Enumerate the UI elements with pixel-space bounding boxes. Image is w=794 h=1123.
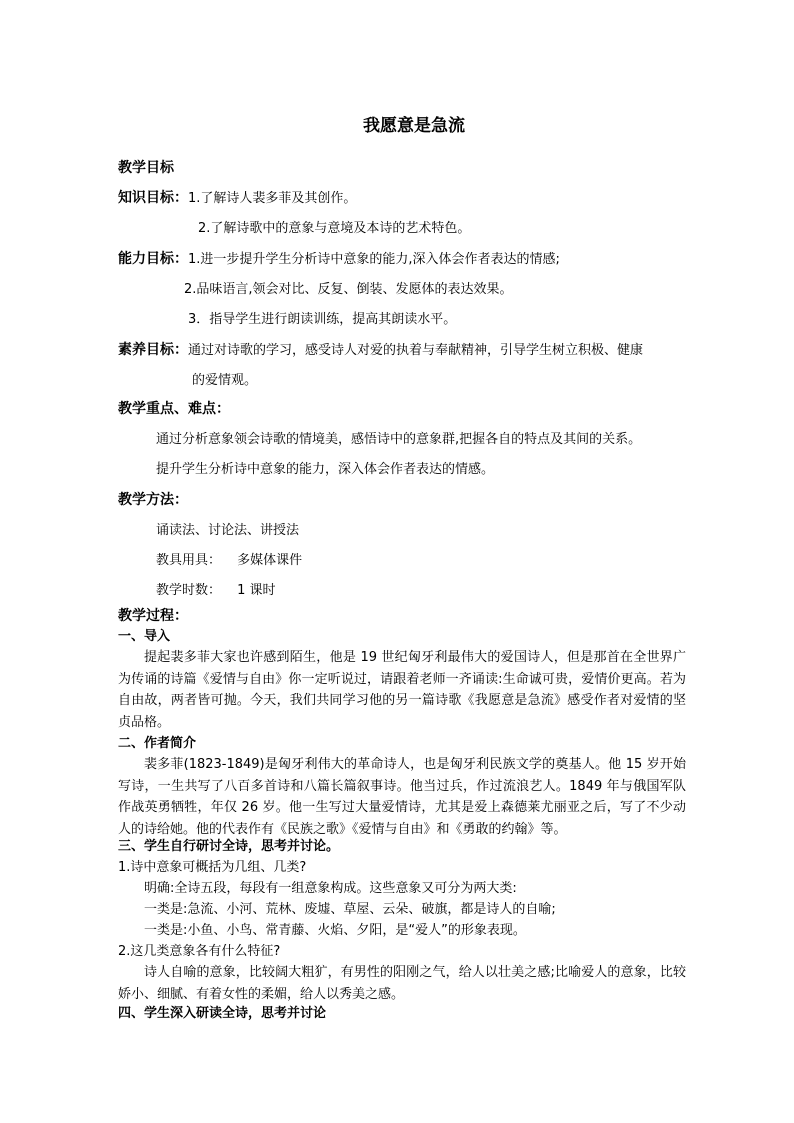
keypoint-1: 通过分析意象领会诗歌的情境美，感悟诗中的意象群,把握各自的特点及其间的关系。 — [156, 432, 642, 447]
literacy-objective — [118, 343, 643, 357]
ability-label: 能力目标： — [118, 251, 188, 267]
ability-objective — [118, 252, 560, 266]
knowledge-label: 知识目标： — [118, 190, 188, 206]
tools-value: 多媒体课件 — [237, 553, 303, 568]
time-value: 1 课时 — [237, 583, 276, 598]
literacy-item-1: 通过对诗歌的学习，感受诗人对爱的执着与奉献精神，引导学生树立积极、健康 — [188, 343, 644, 358]
document-title: 我愿意是急流 — [363, 116, 465, 136]
keypoint-2: 提升学生分析诗中意象的能力，深入体会作者表达的情感。 — [156, 462, 495, 477]
ability-item-1: 1.进一步提升学生分析诗中意象的能力,深入体会作者表达的情感; — [188, 252, 560, 267]
knowledge-objective — [118, 191, 356, 205]
section-1-heading: 一、导入 — [118, 629, 171, 644]
methods-heading: 教学方法： — [118, 492, 188, 508]
section-2-paragraph: 裴多菲(1823-1849)是匈牙利伟大的革命诗人，也是匈牙利民族文学的奠基人。他 15 岁开始写诗，一生共写了八百多首诗和八篇长篇叙事诗。他当过兵，作过流浪艺人。1849 年与俄国军队作战英勇牺牲，年仅 26 岁。他一生写过大量爱情诗，尤其是爱上森德莱尤丽亚之后，写了不少动人的诗给她。他的代表作有《民族之歌》《爱情与自由》和《勇敢的约翰》等。 — [118, 757, 686, 837]
knowledge-item-2: 2.了解诗歌中的意象与意境及本诗的艺术特色。 — [198, 221, 471, 236]
literacy-item-2: 的爱情观。 — [192, 373, 258, 388]
time-label: 教学时数： — [156, 583, 222, 598]
question-2: 2.这几类意象各有什么特征? — [118, 944, 281, 959]
section-4-heading: 四、学生深入研读全诗，思考并讨论 — [118, 1006, 327, 1021]
methods-list: 诵读法、讨论法、讲授法 — [156, 523, 300, 538]
section-2-heading: 二、作者简介 — [118, 736, 197, 751]
ability-item-3: 3．指导学生进行朗读训练，提高其朗读水平。 — [188, 312, 457, 327]
ability-item-2: 2.品味语言,领会对比、反复、倒装、发愿体的表达效果。 — [184, 282, 513, 297]
time-line — [156, 584, 276, 597]
tools-label: 教具用具： — [156, 553, 222, 568]
section-1-paragraph: 提起裴多菲大家也许感到陌生，他是 19 世纪匈牙利最伟大的爱国诗人，但是那首在全世界广为传诵的诗篇《爱情与自由》你一定听说过，请跟着老师一齐诵读:生命诚可贵，爱情价更高。若为自由故，两者皆可抛。今天，我们共同学习他的另一篇诗歌《我愿意是急流》感受作者对爱情的坚贞品格。 — [118, 650, 686, 730]
question-1-answer-3: 一类是:小鱼、小鸟、常青藤、火焰、夕阳，是“爱人”的形象表现。 — [144, 923, 526, 938]
question-1-answer-2: 一类是:急流、小河、荒林、废墟、草屋、云朵、破旗，都是诗人的自喻; — [144, 902, 556, 917]
tools-line — [156, 554, 302, 567]
question-2-paragraph: 诗人自喻的意象，比较阔大粗犷，有男性的阳刚之气，给人以壮美之感;比喻爱人的意象，比较娇小、细腻、有着女性的柔媚，给人以秀美之感。 — [118, 965, 686, 1002]
knowledge-item-1: 1.了解诗人裴多菲及其创作。 — [188, 191, 357, 206]
process-heading: 教学过程： — [118, 608, 188, 624]
objectives-heading: 教学目标 — [118, 160, 174, 176]
section-3-heading: 三、学生自行研讨全诗，思考并讨论。 — [118, 839, 340, 854]
question-1: 1.诗中意象可概括为几组、几类? — [118, 860, 307, 875]
keypoints-heading: 教学重点、难点： — [118, 401, 230, 417]
question-1-answer-1: 明确:全诗五段，每段有一组意象构成。这些意象又可分为两大类: — [144, 881, 517, 896]
literacy-label: 素养目标： — [118, 342, 188, 358]
